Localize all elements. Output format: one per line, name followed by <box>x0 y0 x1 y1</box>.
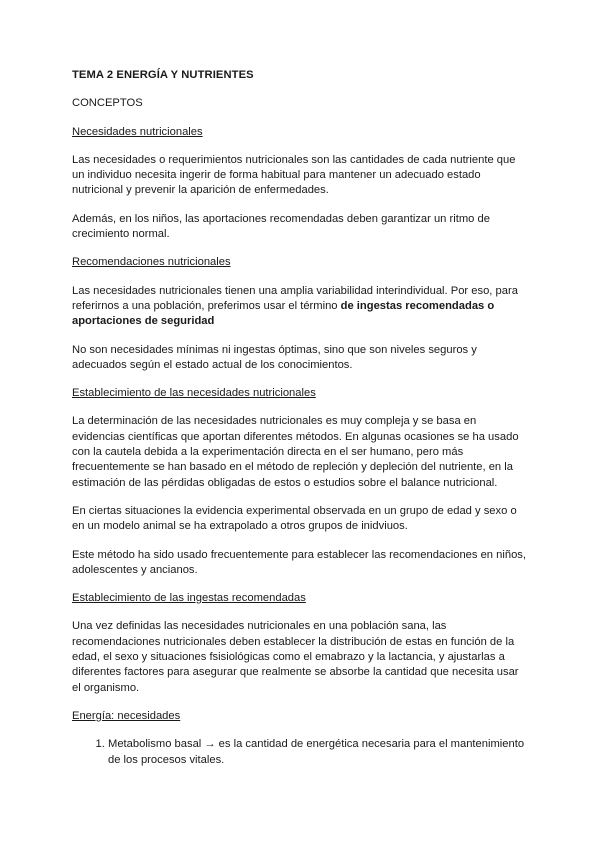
bold-term: de ingestas recomendadas o aportaciones de seguridad <box>72 299 495 328</box>
paragraph: Una vez definidas las necesidades nutricionales en una población sana, las recomendaciones nutricionales deben establecer la distribución de estas en función de la edad, el sexo y situaciones fsisiológicas como el emabrazo y la lactancia, y ajustarlas a diferentes factores para asegurar que realmente se absorbe la cantidad que necesita usar el organismo. <box>72 620 519 694</box>
numbered-list <box>72 737 530 768</box>
paragraph: En ciertas situaciones la evidencia experimental observada en un grupo de edad y sexo o en un modelo animal se ha extrapolado a otros grupos de inidviuos. <box>72 504 517 533</box>
heading-recomendaciones-nutricionales: Recomendaciones nutricionales <box>72 256 231 269</box>
heading-establecimiento-ingestas: Establecimiento de las ingestas recomendadas <box>72 592 306 605</box>
paragraph: Este método ha sido usado frecuentemente para establecer las recomendaciones en niños, adolescentes y ancianos. <box>72 548 526 576</box>
paragraph <box>72 284 530 330</box>
paragraph-text: Las necesidades nutricionales tienen una amplia variabilidad interindividual. Por eso, para referirnos a una población, preferimos usar el término <box>72 284 518 312</box>
heading-establecimiento-necesidades: Establecimiento de las necesidades nutricionales <box>72 387 316 400</box>
heading-energia-necesidades: Energía: necesidades <box>72 709 181 722</box>
paragraph: Además, en los niños, las aportaciones recomendadas deben garantizar un ritmo de crecimiento normal. <box>72 212 490 241</box>
paragraph: No son necesidades mínimas ni ingestas óptimas, sino que son niveles seguros y adecuados según el estado actual de los conocimientos. <box>72 343 477 371</box>
paragraph: Las necesidades o requerimientos nutricionales son las cantidades de cada nutriente que un individuo necesita ingerir de forma habitual para mantener un adecuado estado nutricional y prevenir la aparición de enfermedades. <box>72 153 516 197</box>
paragraph: La determinación de las necesidades nutricionales es muy compleja y se basa en evidencias científicas que aportan diferentes métodos. En algunas ocasiones se ha usado con la cautela debida a la experimentación directa en el ser humano, pero más frecuentemente se han basado en el método de repleción y depleción del nutriente, en la estimación de las pérdidas obligadas de estos o estudios sobre el balance nutricional. <box>72 415 519 489</box>
section-label-concepts: CONCEPTOS <box>72 97 143 110</box>
heading-necesidades-nutricionales: Necesidades nutricionales <box>72 125 203 138</box>
document-title: TEMA 2 ENERGÍA Y NUTRIENTES <box>72 69 254 81</box>
list-item: 1. Metabolismo basal → es la cantidad de energética necesaria para el mantenimiento de los procesos vitales. <box>108 737 530 768</box>
